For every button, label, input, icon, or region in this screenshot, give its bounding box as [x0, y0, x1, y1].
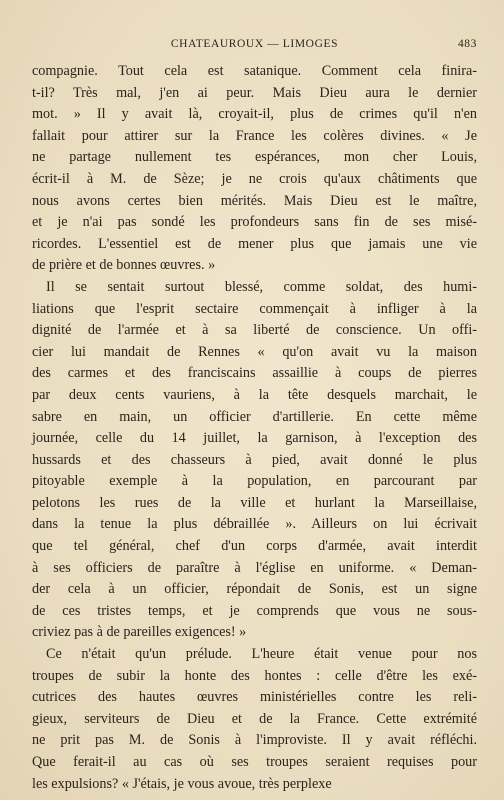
text-line: dignité de l'armée et à sa liberté de conscience. Un offi- [32, 322, 477, 339]
text-line: gieux, serviteurs de Dieu et de la France. Cette extrémité [32, 710, 477, 727]
text-line: écrit-il à M. de Sèze; je ne crois qu'aux châtiments que [32, 170, 477, 187]
text-line: Ce n'était qu'un prélude. L'heure était venue pour nos [46, 646, 477, 663]
text-line: ne partage nullement tes espérances, mon cher Louis, [32, 149, 477, 166]
text-line: troupes de subir la honte des hontes : celle d'être les exé- [32, 667, 477, 684]
running-title: CHATEAUROUX — LIMOGES [170, 38, 339, 50]
text-line: et je n'ai pas sondé les profondeurs sans fin de ses misé- [32, 214, 477, 231]
text-line: pitoyable exemple à la population, en parcourant par [32, 473, 477, 490]
text-line: compagnie. Tout cela est satanique. Comment cela finira- [32, 63, 477, 79]
body-text [32, 61, 477, 795]
text-line: journée, celle du 14 juillet, la garnison, à l'exception des [32, 430, 477, 447]
text-line: des carmes et des franciscains assaillie à coups de pierres [32, 365, 477, 382]
text-line: à ses officiers de paraître à l'église en uniforme. « Deman- [32, 559, 477, 576]
text-line: de ces tristes temps, et je comprends que vous ne sous- [32, 602, 477, 619]
text-line: de prière et de bonnes œuvres. » [32, 257, 216, 274]
text-line: Il se sentait surtout blessé, comme soldat, des humi- [46, 278, 477, 295]
text-line: t-il? Très mal, j'en ai peur. Mais Dieu aura le dernier [32, 84, 477, 101]
text-line: Que ferait-il au cas où ses troupes seraient requises pour [32, 754, 477, 770]
text-line: ne prit pas M. de Sonis à l'improviste. Il y avait réfléchi. [32, 732, 477, 749]
text-line: pelotons les rues de la ville et hurlant la Marseillaise, [32, 494, 477, 511]
text-line: dans la tenue la plus débraillée ». Ailleurs on lui écrivait [32, 516, 477, 533]
text-line: cier lui mandait de Rennes « qu'on avait vu la maison [32, 343, 477, 360]
text-line: nous avons certes bien mérités. Mais Dieu est le maître, [32, 192, 477, 209]
text-line: ricordes. L'essentiel est de mener plus que jamais une vie [32, 235, 477, 252]
text-line: liations que l'esprit sectaire commençait à infliger à la [32, 300, 477, 317]
text-line: hussards et des chasseurs à pied, avait donné le plus [32, 451, 477, 468]
text-line: les expulsions? « J'étais, je vous avoue, très perplexe [32, 775, 332, 792]
text-line: fallait pour attirer sur la France les colères divines. « Je [32, 127, 477, 144]
text-line: cutrices des hautes œuvres ministérielles contre les reli- [32, 689, 477, 706]
text-line: par deux cents vauriens, à la tête desquels marchait, le [32, 386, 477, 403]
text-line: que tel général, chef d'un corps d'armée, avait interdit [32, 538, 477, 555]
page-number: 483 [457, 38, 477, 50]
text-line: der cela à un officier, répondait de Sonis, est un signe [32, 581, 477, 598]
text-line: criviez pas à de pareilles exigences! » [32, 624, 247, 641]
running-head [32, 38, 477, 54]
text-line: mot. » Il y avait là, croyait-il, plus de crimes qu'il n'en [32, 106, 477, 123]
text-line: sabre en main, un officier d'artillerie. En cette même [32, 408, 477, 425]
